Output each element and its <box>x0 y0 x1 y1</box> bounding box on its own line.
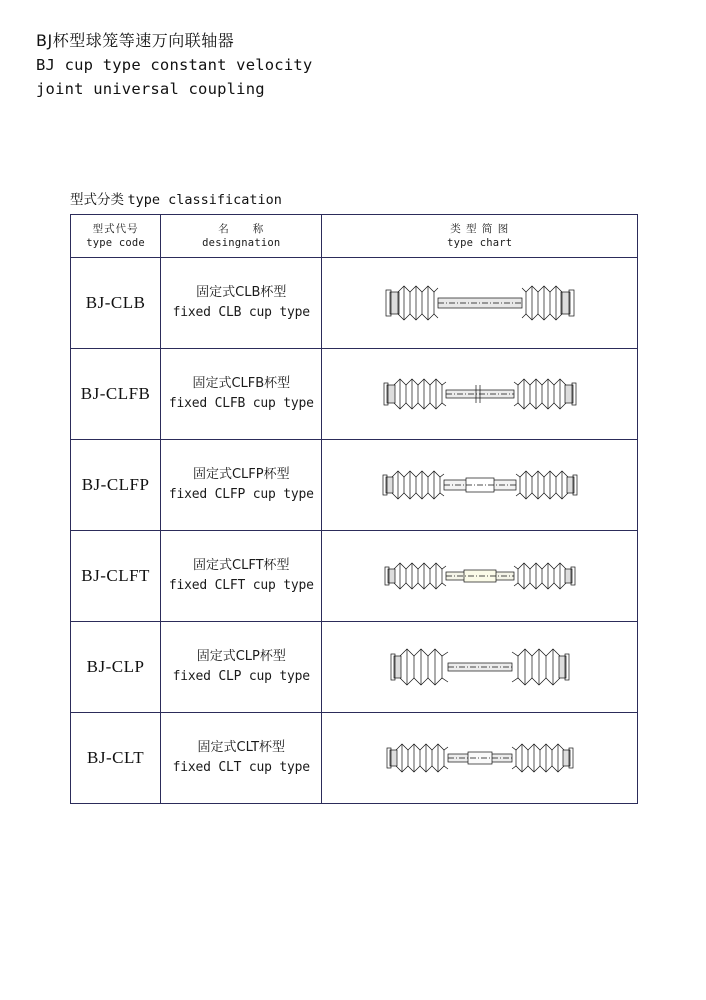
cell-type-chart <box>322 531 638 622</box>
column-header-type-code-cn: 型式代号 <box>92 223 139 235</box>
section-label-en: type classification <box>127 192 282 208</box>
shaft-assembly-diagram-icon <box>380 268 580 338</box>
table-row <box>71 258 638 349</box>
column-header-type-code-en: type code <box>86 237 145 249</box>
designation-en: fixed CLFP cup type <box>168 487 314 502</box>
column-header-designation-cn: 名 称 <box>218 223 265 235</box>
column-header-type-chart-en: type chart <box>447 237 513 249</box>
designation-en: fixed CLB cup type <box>172 305 310 320</box>
cell-designation <box>161 531 322 622</box>
section-label <box>70 188 282 209</box>
column-header-type-chart <box>322 215 638 258</box>
title-block <box>36 28 656 101</box>
column-header-designation <box>161 215 322 258</box>
designation-cn: 固定式CLFT杯型 <box>193 558 290 573</box>
cell-type-code: BJ-CLB <box>71 258 161 349</box>
document-title-en-line2: joint universal coupling <box>36 80 265 98</box>
cell-designation <box>161 349 322 440</box>
designation-cn: 固定式CLFP杯型 <box>192 467 290 482</box>
cell-type-code: BJ-CLT <box>71 713 161 804</box>
table-row <box>71 440 638 531</box>
designation-en: fixed CLFT cup type <box>168 578 314 593</box>
cell-designation <box>161 622 322 713</box>
cell-type-code: BJ-CLFP <box>71 440 161 531</box>
cell-type-chart <box>322 440 638 531</box>
designation-cn: 固定式CLFB杯型 <box>192 376 291 391</box>
table-row <box>71 349 638 440</box>
section-label-cn: 型式分类 <box>70 192 124 208</box>
cell-type-code: BJ-CLFT <box>71 531 161 622</box>
shaft-assembly-diagram-icon <box>380 541 580 611</box>
table-row <box>71 713 638 804</box>
cell-type-chart <box>322 622 638 713</box>
shaft-assembly-diagram-icon <box>380 723 580 793</box>
designation-en: fixed CLFB cup type <box>168 396 314 411</box>
column-header-type-chart-cn: 类 型 简 图 <box>450 223 510 235</box>
type-classification-table <box>70 214 638 804</box>
document-title-cn: BJ杯型球笼等速万向联轴器 <box>36 31 235 50</box>
table-row <box>71 622 638 713</box>
cell-type-code: BJ-CLFB <box>71 349 161 440</box>
cell-designation <box>161 440 322 531</box>
shaft-assembly-diagram-icon <box>380 359 580 429</box>
designation-en: fixed CLP cup type <box>172 669 310 684</box>
table-body <box>71 258 638 804</box>
document-title-en-line1: BJ cup type constant velocity <box>36 56 313 74</box>
column-header-type-code <box>71 215 161 258</box>
table-header-row <box>71 215 638 258</box>
designation-cn: 固定式CLP杯型 <box>196 649 286 664</box>
cell-type-chart <box>322 258 638 349</box>
table-header <box>71 215 638 258</box>
cell-type-chart <box>322 349 638 440</box>
column-header-designation-en: desingnation <box>202 237 281 249</box>
cell-type-chart <box>322 713 638 804</box>
table-row <box>71 531 638 622</box>
cell-type-code: BJ-CLP <box>71 622 161 713</box>
designation-cn: 固定式CLB杯型 <box>196 285 287 300</box>
designation-en: fixed CLT cup type <box>172 760 310 775</box>
shaft-assembly-diagram-icon <box>380 632 580 702</box>
cell-designation <box>161 258 322 349</box>
shaft-assembly-diagram-icon <box>380 450 580 520</box>
designation-cn: 固定式CLT杯型 <box>197 740 286 755</box>
cell-designation <box>161 713 322 804</box>
